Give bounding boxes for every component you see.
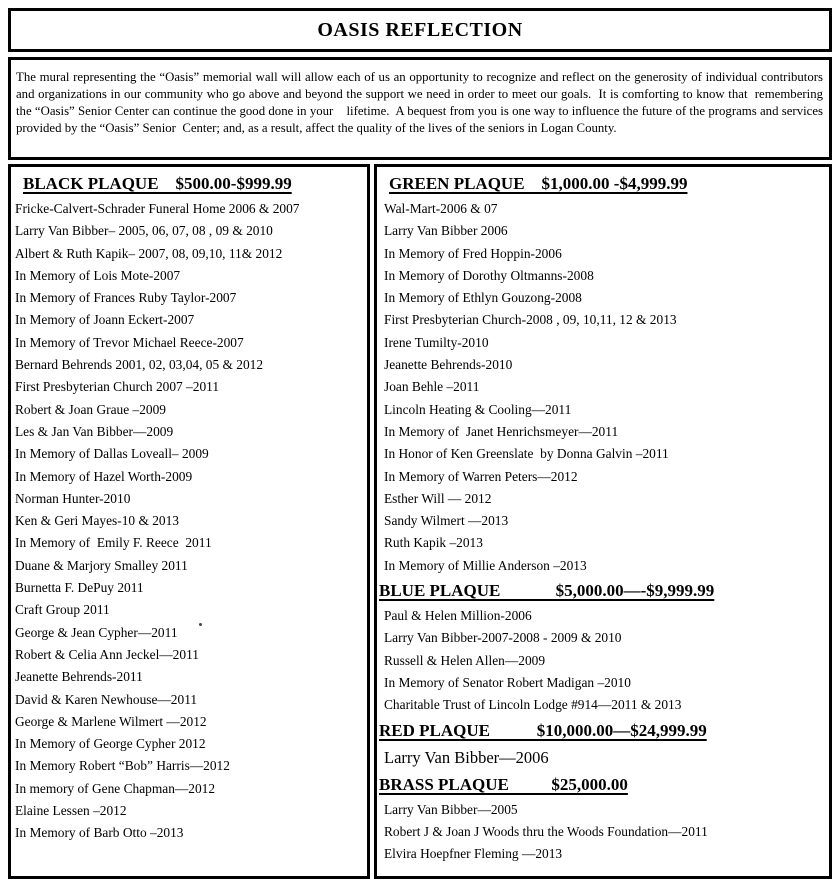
section-header: BRASS PLAQUE $25,000.00: [379, 774, 628, 794]
list-item: In Memory of Frances Ruby Taylor-2007: [15, 290, 237, 306]
plaque-section: [11, 172, 367, 845]
stray-mark: [199, 623, 202, 626]
plaque-section: [377, 172, 829, 577]
page-title: OASIS REFLECTION: [317, 18, 523, 41]
list-item: Robert J & Joan J Woods thru the Woods Foundation—2011: [384, 823, 708, 839]
list-item: In Honor of Ken Greenslate by Donna Galvin –2011: [384, 446, 669, 462]
plaque-section: [377, 579, 829, 716]
list-item: In Memory of Dorothy Oltmanns-2008: [384, 267, 594, 283]
list-item: Craft Group 2011: [15, 602, 110, 618]
title-box: [8, 8, 832, 52]
list-item: Burnetta F. DePuy 2011: [15, 580, 144, 596]
plaque-columns: [8, 164, 832, 879]
list-item: In Memory of Dallas Loveall– 2009: [15, 446, 209, 462]
list-item: In Memory of Janet Henrichsmeyer—2011: [384, 423, 619, 439]
list-item: In Memory of Warren Peters—2012: [384, 468, 578, 484]
intro-box: [8, 57, 832, 160]
list-item: First Presbyterian Church 2007 –2011: [15, 379, 220, 395]
list-item: Duane & Marjory Smalley 2011: [15, 557, 188, 573]
list-item: Larry Van Bibber—2005: [384, 801, 518, 817]
list-item: In Memory of Senator Robert Madigan –2010: [384, 674, 631, 690]
list-item: Lincoln Heating & Cooling—2011: [384, 401, 572, 417]
plaque-section: [377, 773, 829, 866]
list-item: Larry Van Bibber-2007-2008 - 2009 & 2010: [384, 630, 622, 646]
donor-list: [377, 745, 829, 771]
plaque-section: [377, 719, 829, 771]
list-item: In memory of Gene Chapman—2012: [15, 780, 216, 796]
list-item: In Memory of Trevor Michael Reece-2007: [15, 334, 244, 350]
list-item: In Memory Robert “Bob” Harris—2012: [15, 758, 230, 774]
donor-list: [377, 198, 829, 577]
donor-list: [11, 198, 367, 845]
intro-text: The mural representing the “Oasis” memorial wall will allow each of us an opportunity to recognize and reflect on the generosity of individual contributors and organizations in our community who go above and beyond the support we need in order to meet our goals. It is comforting to know that remembering the “Oasis” Senior Center can continue the good done in your lifetime. A bequest from you is one way to influence the future of the programs and services provided by the “Oasis” Senior Center; and, as a result, affect the quality of the lives of the seniors in Logan County.: [16, 70, 827, 135]
list-item: First Presbyterian Church-2008 , 09, 10,11, 12 & 2013: [384, 312, 677, 328]
list-item: Jeanette Behrends-2010: [384, 357, 513, 373]
list-item: Albert & Ruth Kapik– 2007, 08, 09,10, 11& 2012: [15, 245, 283, 261]
list-item: In Memory of Joann Eckert-2007: [15, 312, 195, 328]
list-item: Irene Tumilty-2010: [384, 334, 489, 350]
list-item: In Memory of Millie Anderson –2013: [384, 557, 587, 573]
section-header: GREEN PLAQUE $1,000.00 -$4,999.99: [389, 174, 688, 193]
list-item: Robert & Celia Ann Jeckel—2011: [15, 646, 199, 662]
list-item: Esther Will — 2012: [384, 490, 492, 506]
column-green-blue-red-brass-plaques: [374, 164, 832, 879]
section-header: RED PLAQUE $10,000.00—$24,999.99: [379, 720, 707, 740]
list-item: George & Jean Cypher—2011: [15, 624, 178, 640]
section-header: BLUE PLAQUE $5,000.00—-$9,999.99: [379, 581, 715, 601]
list-item: Joan Behle –2011: [384, 379, 480, 395]
list-item: Larry Van Bibber 2006: [384, 223, 508, 239]
list-item: In Memory of Hazel Worth-2009: [15, 468, 193, 484]
column-black-plaque: [8, 164, 370, 879]
list-item: Fricke-Calvert-Schrader Funeral Home 2006 & 2007: [15, 201, 300, 216]
list-item: Sandy Wilmert —2013: [384, 513, 509, 529]
list-item: In Memory of Emily F. Reece 2011: [15, 535, 212, 551]
list-item: George & Marlene Wilmert —2012: [15, 713, 207, 729]
list-item: Elaine Lessen –2012: [15, 803, 127, 819]
list-item: Bernard Behrends 2001, 02, 03,04, 05 & 2012: [15, 357, 264, 373]
list-item: Charitable Trust of Lincoln Lodge #914—2011 & 2013: [384, 697, 682, 713]
list-item: Les & Jan Van Bibber—2009: [15, 423, 174, 439]
list-item: Russell & Helen Allen—2009: [384, 652, 546, 668]
list-item: Elvira Hoepfner Fleming —2013: [384, 846, 563, 862]
list-item: David & Karen Newhouse—2011: [15, 691, 198, 707]
list-item: Paul & Helen Million-2006: [384, 608, 532, 624]
section-header: BLACK PLAQUE $500.00-$999.99: [23, 174, 292, 193]
list-item: Larry Van Bibber– 2005, 06, 07, 08 , 09 & 2010: [15, 223, 273, 239]
list-item: Larry Van Bibber—2006: [384, 747, 549, 767]
list-item: In Memory of Fred Hoppin-2006: [384, 245, 562, 261]
list-item: In Memory of Barb Otto –2013: [15, 825, 184, 841]
donor-list: [377, 605, 829, 716]
list-item: Ken & Geri Mayes-10 & 2013: [15, 513, 180, 529]
list-item: In Memory of George Cypher 2012: [15, 736, 206, 752]
list-item: Robert & Joan Graue –2009: [15, 401, 166, 417]
donor-list: [377, 799, 829, 866]
list-item: Ruth Kapik –2013: [384, 535, 483, 551]
list-item: In Memory of Ethlyn Gouzong-2008: [384, 290, 582, 306]
list-item: Norman Hunter-2010: [15, 490, 131, 506]
list-item: Wal-Mart-2006 & 07: [384, 201, 498, 216]
list-item: In Memory of Lois Mote-2007: [15, 267, 181, 283]
list-item: Jeanette Behrends-2011: [15, 669, 143, 685]
